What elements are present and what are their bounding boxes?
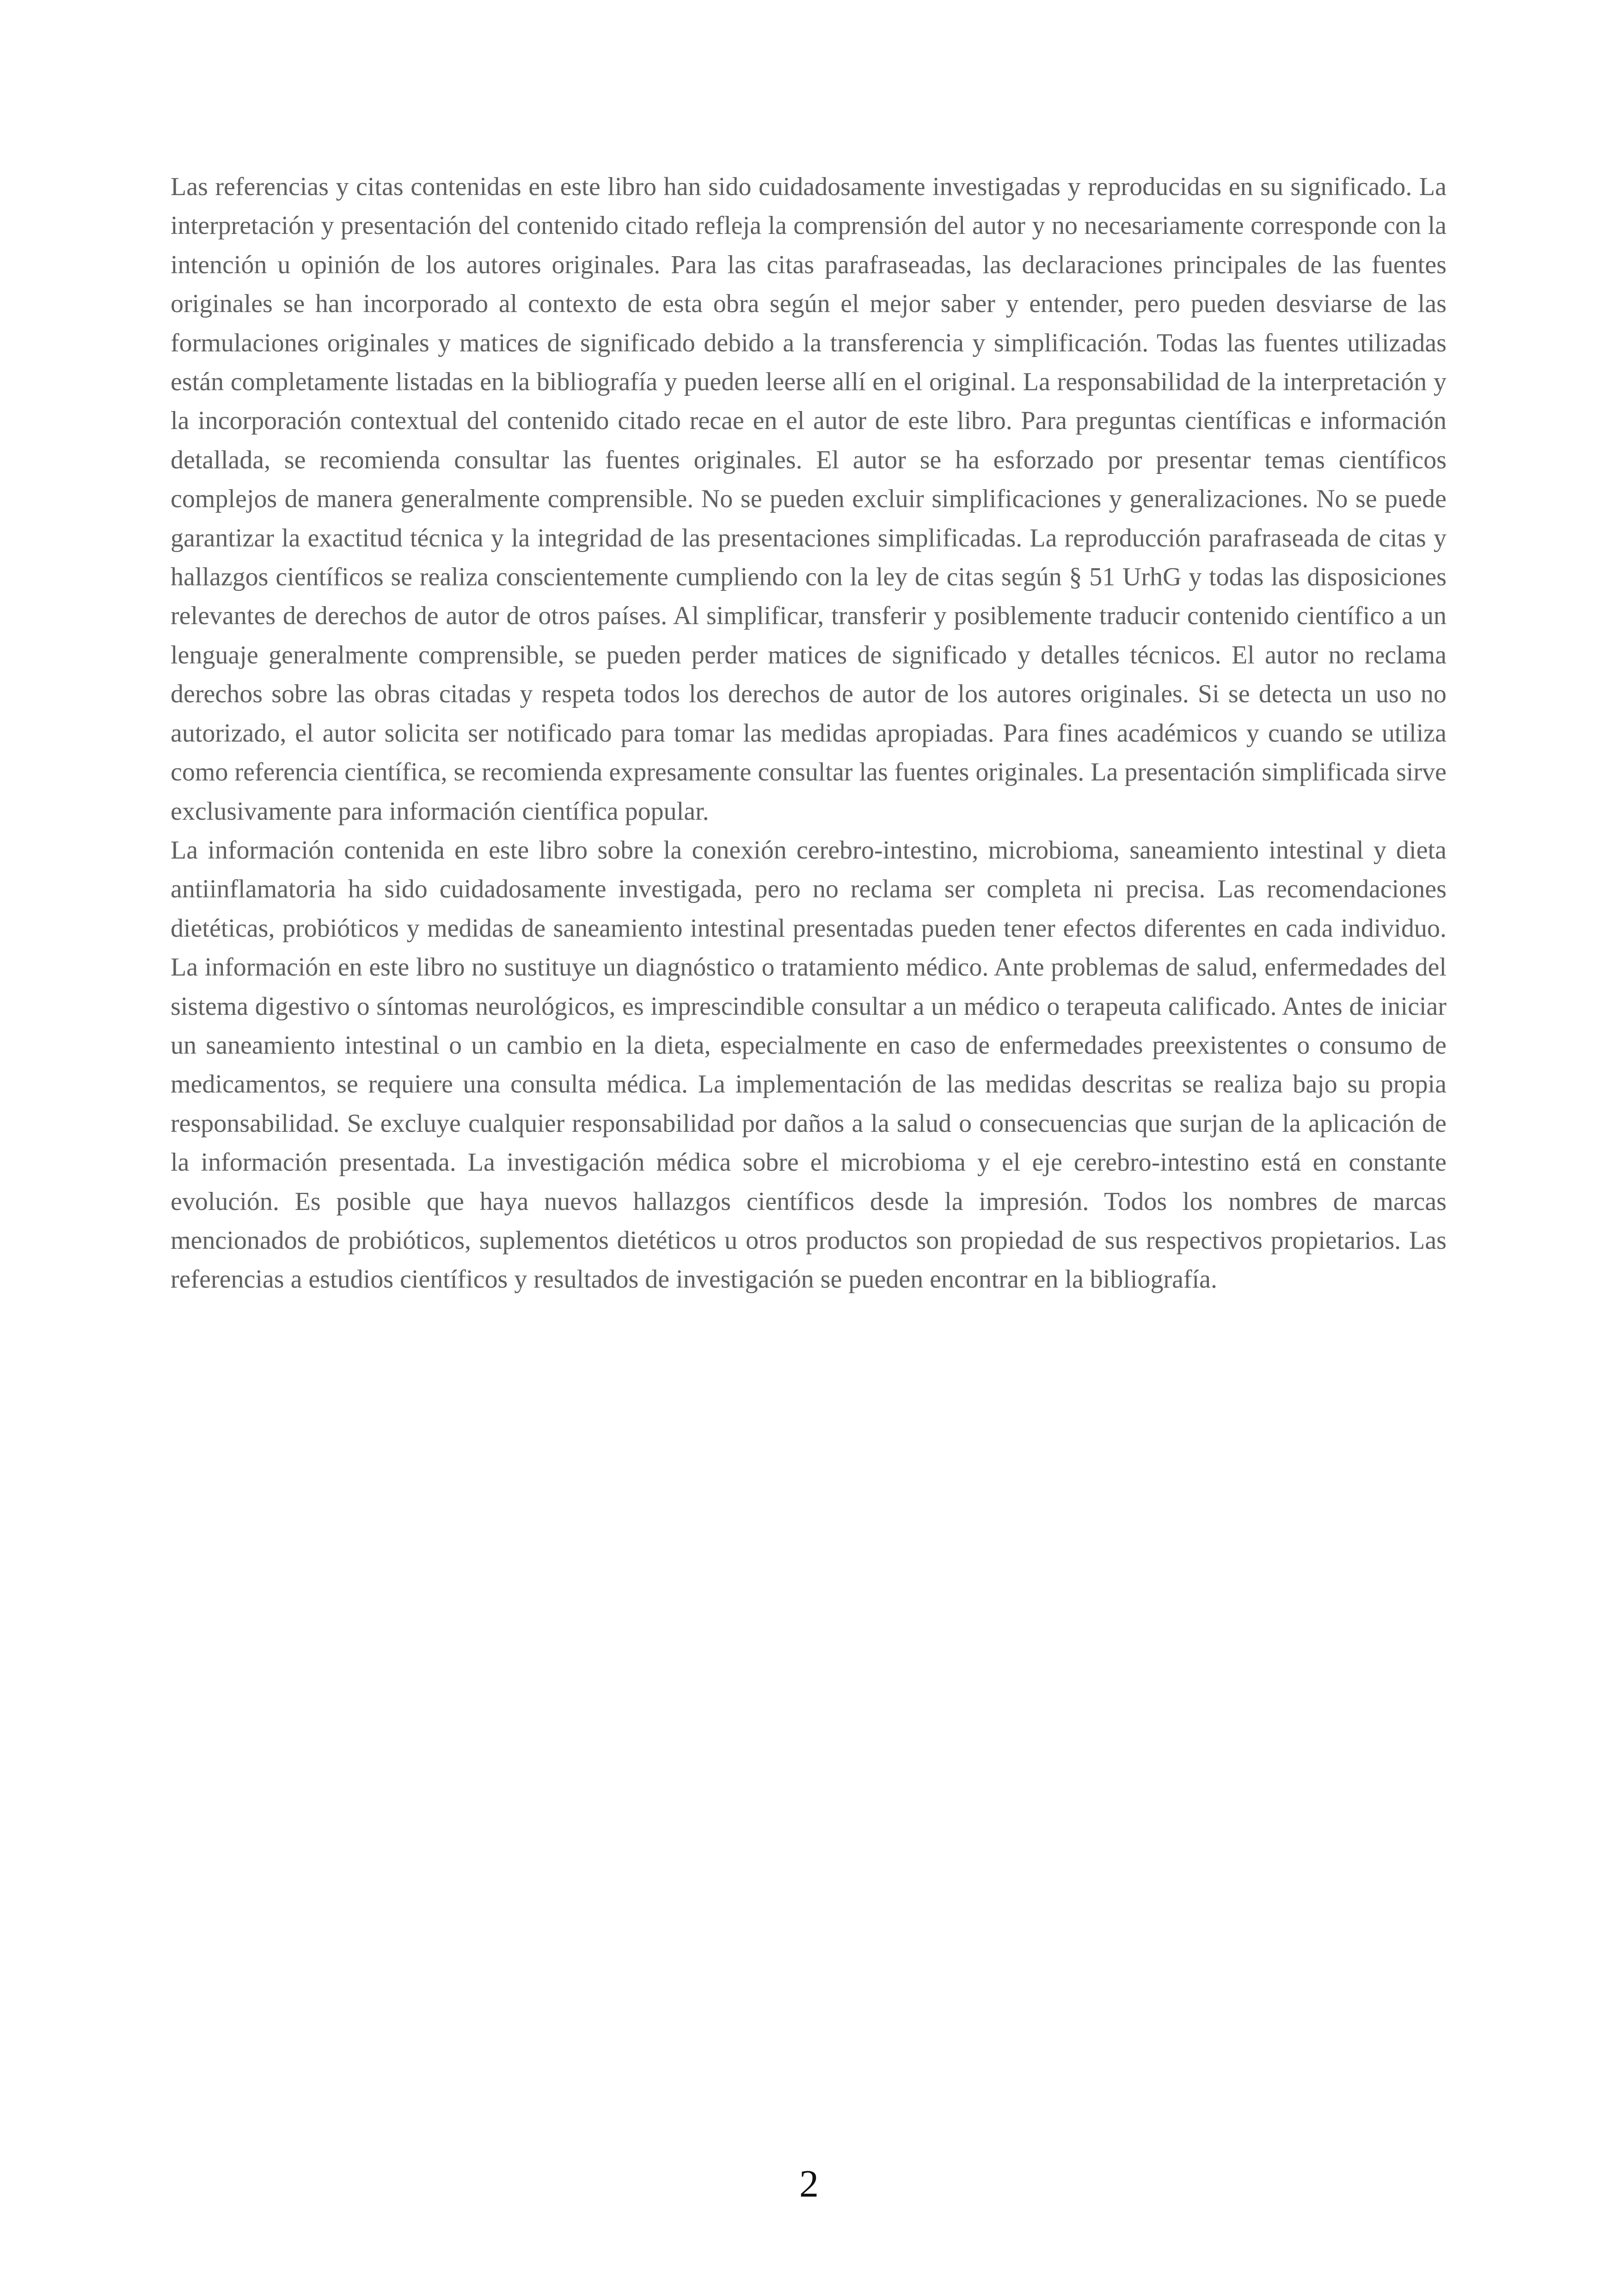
paragraph-citation-disclaimer: Las referencias y citas contenidas en este libro han sido cuidadosamente investigadas y reproducidas en su significado. La interpretación y presentación del contenido citado refleja la comprensión del autor y no necesariamente corresponde con la intención u opinión de los autores originales. Para las citas parafraseadas, las declaraciones principales de las fuentes originales se han incorporado al contexto de esta obra según el mejor saber y entender, pero pueden desviarse de las formulaciones originales y matices de significado debido a la transferencia y simplificación. Todas las fuentes utilizadas están completamente listadas en la bibliografía y pueden leerse allí en el original. La responsabilidad de la interpretación y la incorporación contextual del contenido citado recae en el autor de este libro. Para preguntas científicas e información detallada, se recomienda consultar las fuentes originales. El autor se ha esforzado por presentar temas científicos complejos de manera generalmente comprensible. No se pueden excluir simplificaciones y generalizaciones. No se puede garantizar la exactitud técnica y la integridad de las presentaciones simplificadas. La reproducción parafraseada de citas y hallazgos científicos se realiza conscientemente cumpliendo con la ley de citas según § 51 UrhG y todas las disposiciones relevantes de derechos de autor de otros países. Al simplificar, transferir y posiblemente traducir contenido científico a un lenguaje generalmente comprensible, se pueden perder matices de significado y detalles técnicos. El autor no reclama derechos sobre las obras citadas y respeta todos los derechos de autor de los autores originales. Si se detecta un uso no autorizado, el autor solicita ser notificado para tomar las medidas apropiadas. Para fines académicos y cuando se utiliza como referencia científica, se recomienda expresamente consultar las fuentes originales. La presentación simplificada sirve exclusivamente para información científica popular.: [171, 172, 1446, 826]
page-number: 2: [799, 2162, 819, 2205]
paragraph-medical-disclaimer: La información contenida en este libro sobre la conexión cerebro-intestino, microbioma, saneamiento intestinal y dieta antiinflamatoria ha sido cuidadosamente investigada, pero no reclama ser completa ni precisa. Las recomendaciones dietéticas, probióticos y medidas de saneamiento intestinal presentadas pueden tener efectos diferentes en cada individuo. La información en este libro no sustituye un diagnóstico o tratamiento médico. Ante problemas de salud, enfermedades del sistema digestivo o síntomas neurológicos, es imprescindible consultar a un médico o terapeuta calificado. Antes de iniciar un saneamiento intestinal o un cambio en la dieta, especialmente en caso de enfermedades preexistentes o consumo de medicamentos, se requiere una consulta médica. La implementación de las medidas descritas se realiza bajo su propia responsabilidad. Se excluye cualquier responsabilidad por daños a la salud o consecuencias que surjan de la aplicación de la información presentada. La investigación médica sobre el microbioma y el eje cerebro-intestino está en constante evolución. Es posible que haya nuevos hallazgos científicos desde la impresión. Todos los nombres de marcas mencionados de probióticos, suplementos dietéticos u otros productos son propiedad de sus respectivos propietarios. Las referencias a estudios científicos y resultados de investigación se pueden encontrar en la bibliografía.: [171, 835, 1446, 1294]
body-text: [171, 167, 1446, 1299]
